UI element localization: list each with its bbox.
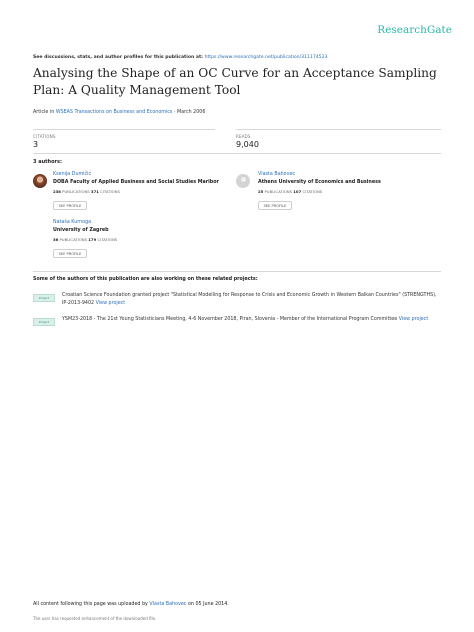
project-item bbox=[62, 292, 442, 307]
author-stats bbox=[53, 189, 120, 194]
enhancement-note: The user has requested enhancement of the downloaded file. bbox=[33, 616, 157, 621]
citations-label: CITATIONS bbox=[97, 237, 118, 242]
divider-authors bbox=[33, 153, 441, 154]
publications-count: 36 bbox=[53, 237, 59, 242]
author-institution: DOBA Faculty of Applied Business and Social Studies Maribor bbox=[53, 180, 219, 185]
author-institution: University of Zagreb bbox=[53, 228, 109, 233]
publications-label: PUBLICATIONS bbox=[62, 189, 90, 194]
upload-note bbox=[33, 602, 229, 607]
upload-prefix: All content following this page was uploaded by bbox=[33, 602, 148, 607]
author-stats bbox=[53, 237, 117, 242]
citations-label: CITATIONS bbox=[302, 189, 323, 194]
upload-date: on 05 June 2014. bbox=[187, 602, 229, 607]
publications-label: PUBLICATIONS bbox=[264, 189, 293, 194]
author-name-link[interactable]: Nataša Kurnoga bbox=[53, 220, 92, 225]
discussions-line bbox=[33, 55, 327, 60]
citations-label: CITATIONS bbox=[33, 134, 56, 139]
discussions-text: See discussions, stats, and author profiles for this publication at: bbox=[33, 55, 203, 60]
citations-label: CITATIONS bbox=[100, 189, 120, 194]
journal-link[interactable]: WSEAS Transactions on Business and Economics bbox=[55, 110, 173, 115]
publication-date: March 2006 bbox=[177, 110, 206, 115]
see-profile-button[interactable]: SEE PROFILE bbox=[258, 201, 292, 210]
view-project-link[interactable]: View project bbox=[95, 300, 126, 306]
article-type: Article bbox=[33, 110, 49, 115]
meta-separator: · bbox=[173, 110, 176, 115]
authors-heading: 3 authors: bbox=[33, 159, 62, 165]
project-thumbnail[interactable]: Project bbox=[33, 318, 55, 326]
uploader-link[interactable]: Vlasta Bahovec bbox=[149, 602, 187, 607]
author-name-link[interactable]: Vlasta Bahovec bbox=[258, 172, 296, 177]
researchgate-logo[interactable]: ResearchGate bbox=[377, 24, 452, 36]
see-profile-button[interactable]: SEE PROFILE bbox=[53, 249, 87, 258]
project-description: YSM23-2018 - The 21st Young Statisticians Meeting, 4-6 November 2018, Piran, Slovenia - Member of the International Program Committee bbox=[62, 317, 398, 322]
author-avatar-placeholder[interactable] bbox=[236, 174, 250, 188]
publication-meta bbox=[33, 110, 205, 115]
reads-label: READS bbox=[236, 134, 251, 139]
citations-count: 3 bbox=[33, 140, 39, 149]
citations-count: 179 bbox=[88, 237, 97, 242]
view-project-link[interactable]: View project bbox=[398, 317, 429, 322]
divider-citations bbox=[33, 129, 215, 130]
divider-projects bbox=[33, 271, 441, 272]
project-thumbnail[interactable]: Project bbox=[33, 294, 55, 302]
author-avatar-photo[interactable] bbox=[33, 174, 47, 188]
publications-count: 25 bbox=[258, 189, 264, 194]
reads-count: 9,040 bbox=[236, 140, 259, 149]
citations-count: 107 bbox=[293, 189, 302, 194]
project-description: Croatian Science Foundation granted project "Statistical Modelling for Response to Crisis and Economic Growth in Western Balkan Countries" (STRENGTHS), IP-2013-9402 bbox=[62, 293, 437, 306]
meta-in: in bbox=[49, 110, 55, 115]
divider-reads bbox=[236, 129, 441, 130]
publications-label: PUBLICATIONS bbox=[59, 237, 88, 242]
author-stats bbox=[258, 189, 322, 194]
project-item bbox=[62, 316, 442, 324]
projects-heading: Some of the authors of this publication are also working on these related projects: bbox=[33, 277, 258, 282]
publication-link[interactable]: https://www.researchgate.net/publication/311174523 bbox=[204, 55, 328, 60]
publication-title: Analysing the Shape of an OC Curve for an Acceptance Sampling Plan: A Quality Management Tool bbox=[33, 66, 437, 97]
author-institution: Athens University of Economics and Business bbox=[258, 180, 381, 185]
see-profile-button[interactable]: SEE PROFILE bbox=[53, 201, 87, 210]
citations-count: 371 bbox=[90, 189, 99, 194]
publications-count: 238 bbox=[53, 189, 61, 194]
author-name-link[interactable]: Ksenija Dumičić bbox=[53, 172, 92, 177]
